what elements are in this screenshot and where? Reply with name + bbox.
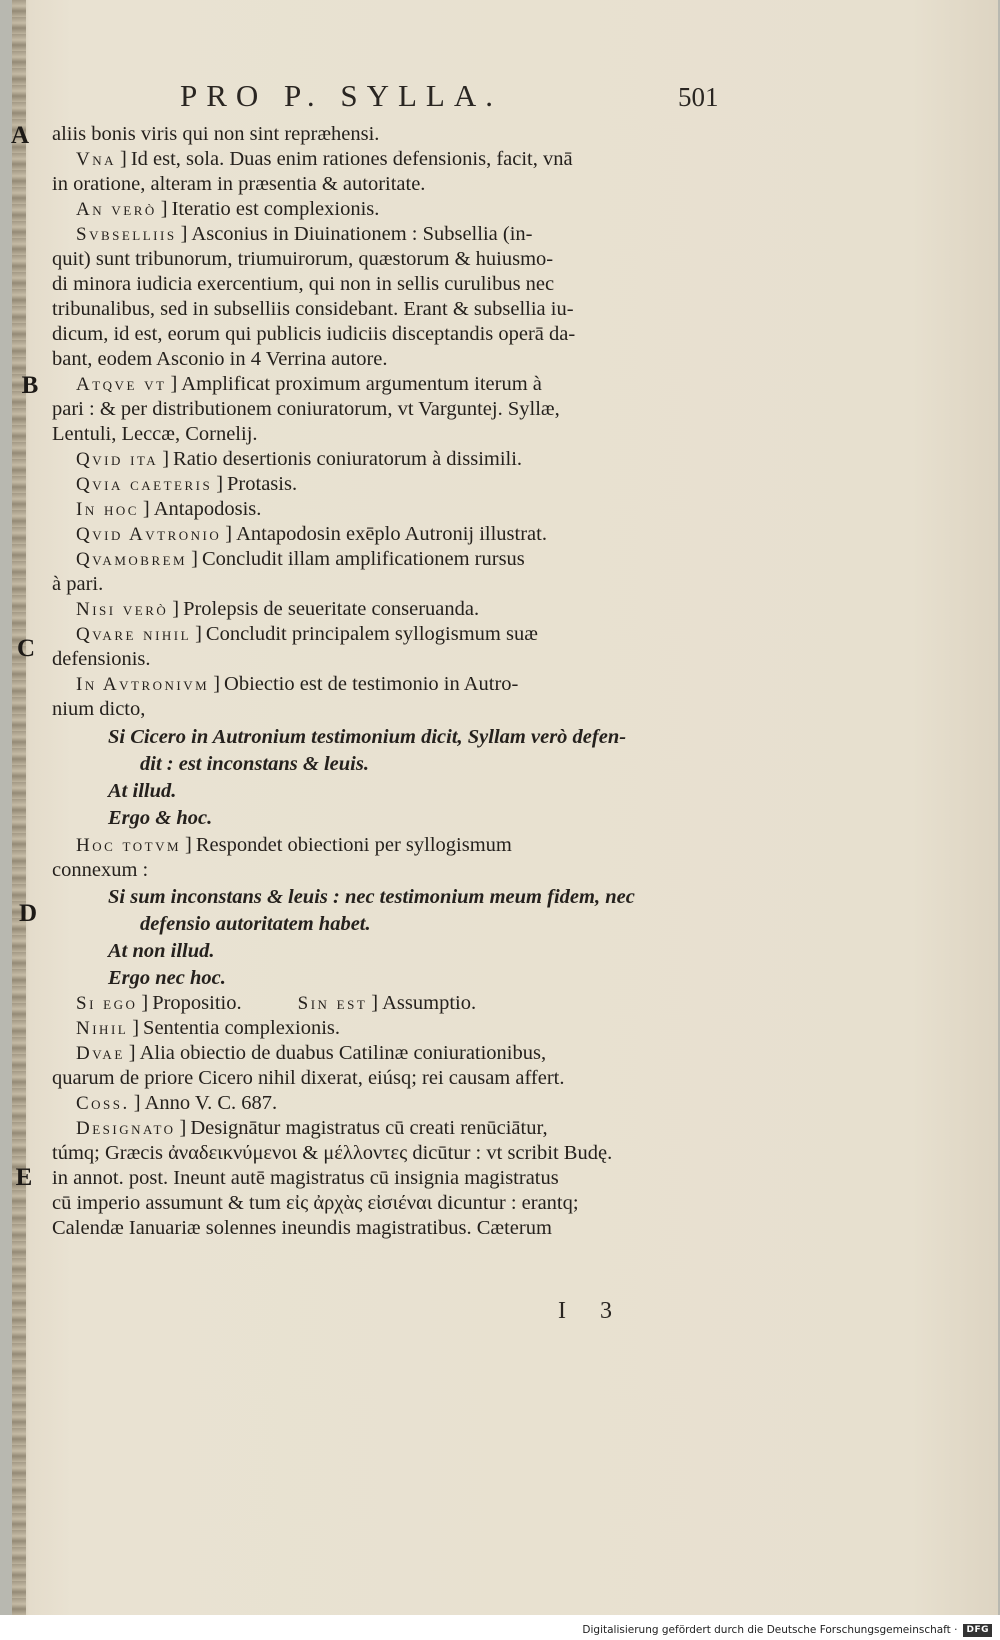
digitization-footer [582, 1622, 992, 1638]
margin-letter-d: D [18, 900, 38, 927]
lemma: Nihil [76, 1018, 129, 1039]
text-line: Si ego ] Propositio. Sin est ] Assumptio. [76, 992, 477, 1014]
text-line: connexum : [52, 859, 149, 881]
text-line: quit) sunt tribunorum, triumuirorum, quæstorum & huiusmo- [52, 248, 554, 270]
text-line: pari : & per distributionem coniuratorum, vt Varguntej. Syllæ, [52, 398, 560, 420]
lemma: In hoc [76, 499, 139, 520]
lemma: Qvid Avtronio [76, 524, 222, 545]
syllogism-line: dit : est inconstans & leuis. [140, 753, 369, 775]
text-line: Calendæ Ianuariæ solennes ineundis magistratibus. Cæterum [52, 1217, 552, 1239]
text-line: Qvamobrem ] Concludit illam amplificationem rursus [76, 548, 525, 570]
signature-mark: I 3 [558, 1298, 626, 1324]
text-line: Coss. ] Anno V. C. 687. [76, 1092, 278, 1114]
syllogism-line: At illud. [108, 780, 177, 802]
lemma: Qvid ita [76, 449, 159, 470]
text-line: Nisi verò ] Prolepsis de seueritate conseruanda. [76, 598, 480, 620]
text-line: Dvae ] Alia obiectio de duabus Catilinæ coniurationibus, [76, 1042, 547, 1064]
syllogism-line: Ergo & hoc. [108, 807, 213, 829]
margin-letter-b: B [21, 372, 39, 399]
syllogism-line: Si sum inconstans & leuis : nec testimonium meum fidem, nec [108, 886, 635, 908]
text-line: Svbselliis ] Asconius in Diuinationem : Subsellia (in- [76, 223, 533, 245]
text-line: Designato ] Designātur magistratus cū creati renūciātur, [76, 1117, 548, 1139]
text-line: à pari. [52, 573, 104, 595]
margin-letter-e: E [15, 1164, 33, 1191]
text-line: in annot. post. Ineunt autē magistratus cū insignia magistratus [52, 1167, 559, 1189]
syllogism-line: Si Cicero in Autronium testimonium dicit, Syllam verò defen- [108, 726, 627, 748]
syllogism-line: At non illud. [108, 940, 215, 962]
text-line: quarum de priore Cicero nihil dixerat, eiúsq; rei causam affert. [52, 1067, 565, 1089]
dfg-logo: DFG [963, 1624, 992, 1637]
text-line: in oratione, alteram in præsentia & autoritate. [52, 173, 426, 195]
syllogism-line: defensio autoritatem habet. [140, 913, 371, 935]
lemma: Svbselliis [76, 224, 177, 245]
text-line: Nihil ] Sententia complexionis. [76, 1017, 341, 1039]
text-line: Hoc totvm ] Respondet obiectioni per syllogismum [76, 834, 512, 856]
text-line: Qvare nihil ] Concludit principalem syllogismum suæ [76, 623, 538, 645]
text-line: di minora iudicia exercentium, qui non in sellis curulibus nec [52, 273, 555, 295]
lemma: Qvare nihil [76, 624, 192, 645]
text-line: aliis bonis viris qui non sint repræhensi. [52, 123, 380, 145]
text-line: In Avtronivm ] Obiectio est de testimonio in Autro- [76, 673, 519, 695]
margin-letter-a: A [10, 122, 30, 149]
running-head: PRO P. SYLLA. [180, 78, 502, 113]
lemma: Nisi verò [76, 599, 169, 620]
margin-letter-c: C [16, 635, 36, 662]
text-line: túmq; Græcis ἀναδεικνύμενοι & μέλλοντες dicūtur : vt scribit Budę. [52, 1142, 613, 1164]
lemma: Atqve vt [76, 374, 167, 395]
text-line: Lentuli, Leccæ, Cornelij. [52, 423, 258, 445]
text-line: Qvia caeteris ] Protasis. [76, 473, 298, 495]
syllogism-line: Ergo nec hoc. [108, 967, 226, 989]
text-line: nium dicto, [52, 698, 146, 720]
page-number: 501 [678, 82, 719, 112]
text-line: bant, eodem Asconio in 4 Verrina autore. [52, 348, 388, 370]
text-line: Vna ] Id est, sola. Duas enim rationes defensionis, facit, vnā [76, 148, 573, 170]
lemma: In Avtronivm [76, 674, 210, 695]
lemma: Sin est [297, 993, 368, 1014]
text-line: defensionis. [52, 648, 151, 670]
lemma: An verò [76, 199, 157, 220]
text-line: Qvid ita ] Ratio desertionis coniuratorum à dissimili. [76, 448, 523, 470]
lemma: Designato [76, 1118, 176, 1139]
text-line: In hoc ] Antapodosis. [76, 498, 262, 520]
lemma: Vna [76, 149, 116, 170]
text-line: Atqve vt ] Amplificat proximum argumentum iterum à [76, 373, 542, 395]
text-line: tribunalibus, sed in subselliis considebant. Erant & subsellia iu- [52, 298, 574, 320]
text-line: Qvid Avtronio ] Antapodosin exēplo Autronij illustrat. [76, 523, 547, 545]
funding-notice: Digitalisierung gefördert durch die Deutsche Forschungsgemeinschaft · [582, 1624, 958, 1636]
lemma: Hoc totvm [76, 835, 182, 856]
lemma: Dvae [76, 1043, 125, 1064]
lemma: Coss. [76, 1093, 130, 1114]
lemma: Si ego [76, 993, 138, 1014]
lemma: Qvamobrem [76, 549, 188, 570]
page-gutter-edge [12, 0, 26, 1615]
text-line: An verò ] Iteratio est complexionis. [76, 198, 380, 220]
text-line: cū imperio assumunt & tum εἰς ἀρχὰς εἰσιέναι dicuntur : erantq; [52, 1192, 579, 1214]
lemma: Qvia caeteris [76, 474, 213, 495]
text-line: dicum, id est, eorum qui publicis iudiciis disceptandis operā da- [52, 323, 576, 345]
